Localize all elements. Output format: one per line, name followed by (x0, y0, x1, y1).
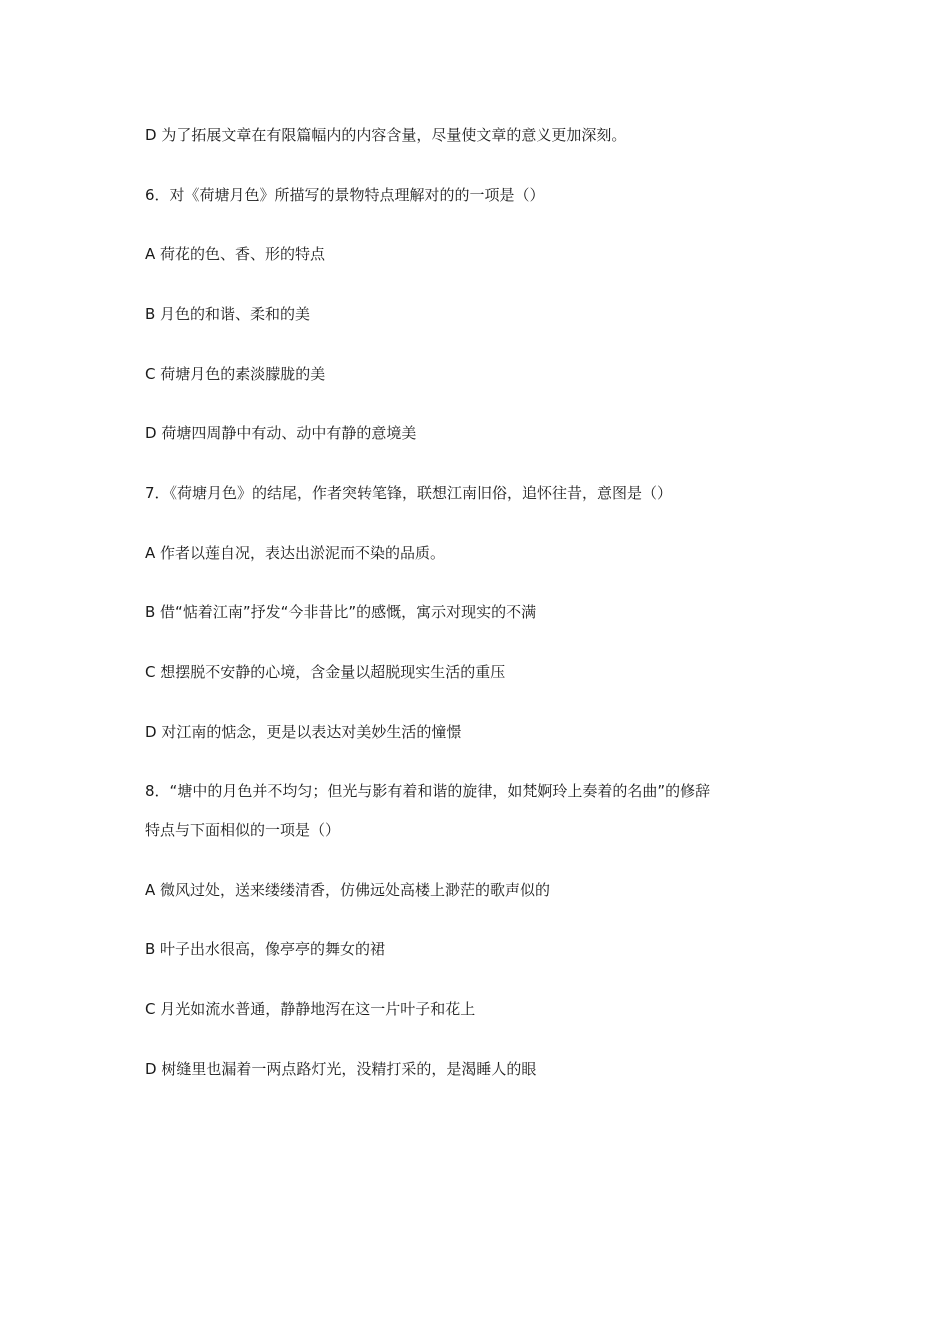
option-5d: D 为了拓展文章在有限篇幅内的内容含量，尽量使文章的意义更加深刻。 (145, 126, 627, 144)
option-7a: A 作者以莲自况，表达出淤泥而不染的品质。 (145, 544, 446, 562)
option-6a: A 荷花的色、香、形的特点 (145, 245, 326, 263)
option-7b: B 借“惦着江南”抒发“今非昔比”的感慨，寓示对现实的不满 (145, 603, 537, 621)
option-8c: C 月光如流水普通，静静地泻在这一片叶子和花上 (145, 1000, 476, 1018)
question-6: 6．对《荷塘月色》所描写的景物特点理解对的的一项是（） (145, 186, 545, 204)
option-8d: D 树缝里也漏着一两点路灯光，没精打采的，是渴睡人的眼 (145, 1060, 537, 1078)
option-6b: B 月色的和谐、柔和的美 (145, 305, 311, 323)
option-7d: D 对江南的惦念，更是以表达对美妙生活的憧憬 (145, 723, 462, 741)
question-8-line-1: 8．“塘中的月色并不均匀；但光与影有着和谐的旋律，如梵婀玲上奏着的名曲”的修辞 (145, 782, 711, 800)
option-7c: C 想摆脱不安静的心境，含金量以超脱现实生活的重压 (145, 663, 506, 681)
option-6c: C 荷塘月色的素淡朦胧的美 (145, 365, 326, 383)
question-7: 7．《荷塘月色》的结尾，作者突转笔锋，联想江南旧俗，追怀往昔，意图是（） (145, 484, 673, 502)
option-6d: D 荷塘四周静中有动、动中有静的意境美 (145, 424, 417, 442)
question-8-line-2: 特点与下面相似的一项是（） (145, 821, 341, 839)
option-8a: A 微风过处，送来缕缕清香，仿佛远处高楼上渺茫的歌声似的 (145, 881, 551, 899)
option-8b: B 叶子出水很高，像亭亭的舞女的裙 (145, 940, 386, 958)
